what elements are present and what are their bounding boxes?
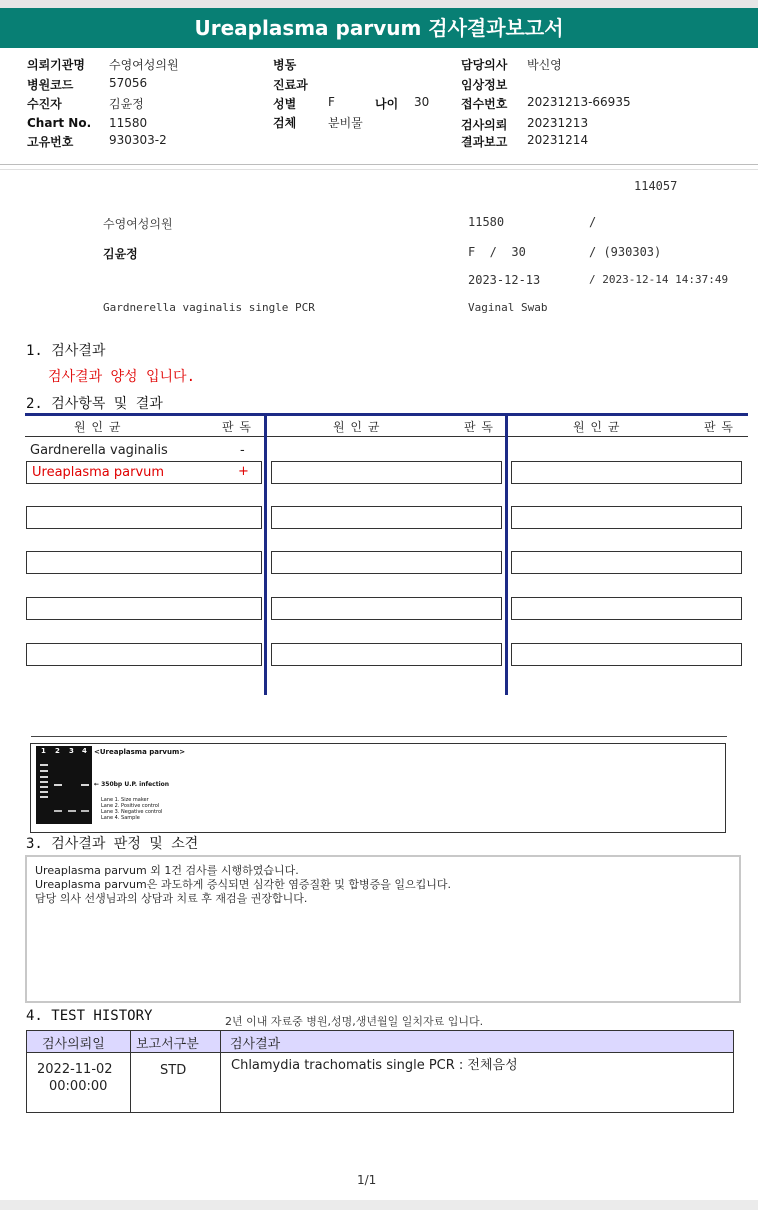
result-box-empty [271, 506, 502, 529]
info-sex-age: F / 30 [468, 245, 526, 259]
sample-band [81, 784, 89, 786]
value-chart-no: 11580 [109, 116, 148, 130]
label-age: 나이 [375, 97, 399, 111]
value-patient: 김윤정 [109, 97, 144, 111]
opinion-line: 담당 의사 선생님과의 상담과 치료 후 재검을 권장합니다. [35, 892, 308, 905]
history-row-result: Chlamydia trachomatis single PCR : 전체음성 [231, 1058, 518, 1073]
lane-number: 4 [82, 747, 87, 755]
value-hospital-code: 57056 [109, 76, 148, 90]
result-box-empty [511, 506, 742, 529]
value-receipt-no: 20231213-66935 [527, 95, 631, 109]
opinion-line: Ureaplasma parvum 외 1건 검사를 시행하였습니다. [35, 864, 299, 877]
history-col-divider [130, 1031, 131, 1112]
history-col-divider [220, 1031, 221, 1112]
col3-header-pathogen: 원 인 균 [573, 420, 621, 434]
label-specimen: 검체 [273, 116, 297, 130]
result-box-empty [511, 643, 742, 666]
row-gardnerella-result: - [240, 443, 245, 458]
result-box-empty [26, 506, 262, 529]
value-request-date: 20231213 [527, 116, 589, 130]
label-chart-no: Chart No. [27, 116, 92, 130]
section4-title: 4. TEST HISTORY [26, 1008, 153, 1024]
col3-header-judgment: 판 독 [704, 420, 734, 434]
history-row-type: STD [160, 1063, 187, 1078]
info-chart: 11580 [468, 215, 505, 229]
ladder-band [40, 791, 48, 793]
report-title: Ureaplasma parvum 검사결과보고서 [0, 8, 758, 48]
top-strip [0, 0, 758, 8]
column-rule-1 [264, 413, 267, 695]
row-gardnerella-name: Gardnerella vaginalis [30, 443, 168, 458]
result-box-empty [271, 461, 502, 484]
lane-number: 2 [55, 747, 60, 755]
history-row-date: 2022-11-02 [37, 1062, 113, 1077]
value-specimen: 분비물 [328, 116, 363, 130]
ladder-band [40, 781, 48, 783]
value-unique-no: 930303-2 [109, 133, 167, 147]
gel-band-label: ← 350bp U.P. infection [94, 781, 170, 788]
result-positive-text: 검사결과 양성 입니다. [48, 369, 196, 385]
primer-band [68, 810, 76, 812]
label-doctor: 담당의사 [461, 58, 508, 72]
value-doctor: 박신영 [527, 58, 562, 72]
label-receipt-no: 접수번호 [461, 97, 508, 111]
history-row-time: 00:00:00 [49, 1079, 108, 1094]
label-report-date: 결과보고 [461, 135, 508, 149]
gel-top-rule [31, 736, 727, 737]
label-sex: 성별 [273, 97, 297, 111]
info-specimen: Vaginal Swab [468, 301, 548, 314]
info-birth: / (930303) [589, 245, 662, 259]
primer-band [54, 810, 62, 812]
label-clinical-info: 임상정보 [461, 78, 508, 92]
primer-band [81, 810, 89, 812]
result-box-empty [26, 643, 262, 666]
lane-number: 1 [41, 747, 46, 755]
label-patient: 수진자 [27, 97, 62, 111]
value-hospital: 수영여성의원 [109, 58, 179, 72]
info-slash: / [589, 215, 597, 229]
col2-header-judgment: 판 독 [464, 420, 494, 434]
label-hospital-code: 병원코드 [27, 78, 74, 92]
result-box-empty [271, 551, 502, 574]
info-patient: 김윤정 [103, 247, 138, 261]
info-test-name: Gardnerella vaginalis single PCR [103, 301, 315, 314]
col1-header-judgment: 판 독 [222, 420, 252, 434]
ladder-band [40, 770, 48, 772]
info-hospital: 수영여성의원 [103, 217, 173, 231]
ladder-band [40, 796, 48, 798]
value-sex: F [328, 95, 335, 109]
history-header-date: 검사의뢰일 [42, 1037, 105, 1052]
ladder-band [40, 764, 48, 766]
gel-legend-item: Lane 2. Positive control [101, 803, 160, 809]
column-rule-2 [505, 413, 508, 695]
section1-title: 1. 검사결과 [26, 343, 106, 359]
result-box-empty [271, 597, 502, 620]
ladder-band [40, 786, 48, 788]
history-header-row [27, 1031, 733, 1053]
page-number: 1/1 [357, 1173, 377, 1187]
lane-number: 3 [69, 747, 74, 755]
result-box-empty [26, 597, 262, 620]
opinion-box [25, 855, 741, 1003]
history-header-type: 보고서구분 [136, 1037, 199, 1052]
header-divider [0, 164, 758, 165]
history-header-result: 검사결과 [230, 1037, 281, 1052]
gel-legend-item: Lane 1. Size maker [101, 797, 149, 803]
info-request-date: 2023-12-13 [468, 273, 541, 287]
result-box-empty [26, 551, 262, 574]
col1-header-pathogen: 원 인 균 [74, 420, 122, 434]
gel-image [36, 746, 92, 824]
gel-legend-item: Lane 3. Negative control [101, 809, 163, 815]
section3-title: 3. 검사결과 판정 및 소견 [26, 836, 199, 852]
col2-header-pathogen: 원 인 균 [333, 420, 381, 434]
value-age: 30 [414, 95, 430, 109]
barcode-number: 114057 [634, 179, 678, 193]
label-hospital: 의뢰기관명 [27, 58, 85, 72]
history-note: 2년 이내 자료중 병원,성명,생년월일 일치자료 입니다. [225, 1015, 484, 1028]
label-request-date: 검사의뢰 [461, 118, 508, 132]
bottom-strip [0, 1200, 758, 1210]
result-box-empty [511, 551, 742, 574]
value-report-date: 20231214 [527, 133, 589, 147]
gel-caption: <Ureaplasma parvum> [94, 748, 186, 756]
ladder-band [40, 776, 48, 778]
table-header-rule [25, 436, 748, 437]
opinion-line: Ureaplasma parvum은 과도하게 증식되면 심각한 염증질환 및 합병증을 일으킵니다. [35, 878, 451, 891]
result-box-empty [511, 461, 742, 484]
positive-control-band [54, 784, 62, 786]
header-divider-light [0, 169, 758, 170]
info-report-datetime: / 2023-12-14 14:37:49 [589, 273, 729, 286]
result-box-empty [511, 597, 742, 620]
row-ureaplasma-name: Ureaplasma parvum [32, 465, 165, 480]
result-box-empty [271, 643, 502, 666]
gel-legend-item: Lane 4. Sample [101, 815, 140, 821]
section2-title: 2. 검사항목 및 결과 [26, 396, 163, 412]
label-department: 진료과 [273, 78, 308, 92]
label-ward: 병동 [273, 58, 297, 72]
row-ureaplasma-result: + [238, 464, 249, 479]
label-unique-no: 고유번호 [27, 135, 74, 149]
history-table [26, 1030, 734, 1113]
table-top-rule [25, 413, 748, 416]
